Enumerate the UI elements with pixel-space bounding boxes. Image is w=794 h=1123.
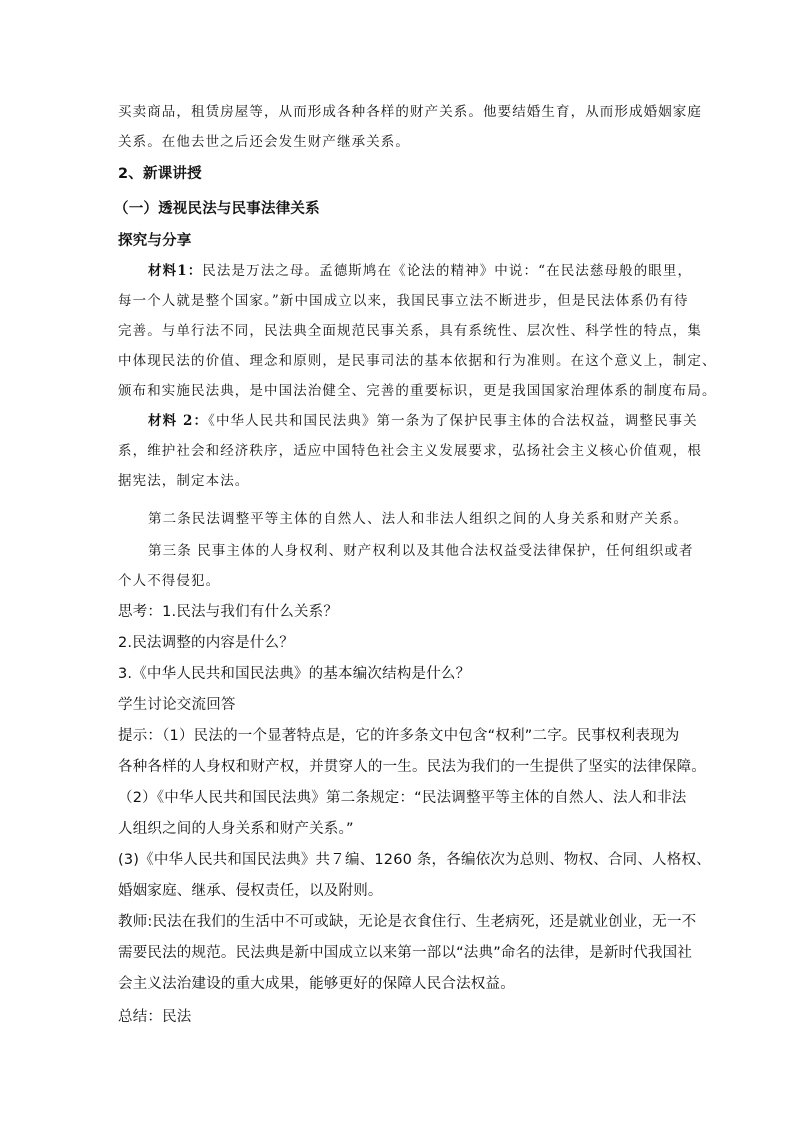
- teacher-line-3: 会主义法治建设的重大成果，能够更好的保障人民合法权益。: [118, 976, 515, 992]
- material-1-line-5: 颁布和实施民法典，是中国法治健全、完善的重要标识，更是我国国家治理体系的制度布局。: [118, 383, 717, 399]
- hint-line-2: 各种各样的人身权和财产权，并贯穿人的一生。民法为我们的一生提供了坚实的法律保障。: [118, 759, 706, 775]
- material-1-line-4: 中体现民法的价值、理念和原则，是民事司法的基本依据和行为准则。在这个意义上，制定、: [118, 353, 717, 369]
- hint-3-line-2: 婚姻家庭、继承、侵权责任，以及附则。: [118, 883, 383, 899]
- summary-line: 总结：民法: [118, 1009, 192, 1025]
- hint-2-line-1: （2）《中华人民共和国民法典》第二条规定：“民法调整平等主体的自然人、法人和非法: [118, 790, 687, 806]
- material-2-line-2: 系，维护社会和经济秩序，适应中国特色社会主义发展要求，弘扬社会主义核心价值观，根: [118, 443, 702, 459]
- hint-2-line-2: 人组织之间的人身关系和财产关系。”: [118, 821, 354, 837]
- teacher-line-2: 需要民法的规范。民法典是新中国成立以来第一部以“法典”命名的法律，是新时代我国社: [118, 945, 693, 961]
- material-2-label: 材料 2：: [148, 413, 209, 429]
- material-1-label: 材料1：: [148, 263, 203, 279]
- teacher-line-1: 教师:民法在我们的生活中不可或缺，无论是衣食住行、生老病死，还是就业创业，无一不: [118, 914, 697, 930]
- discussion-line: 学生讨论交流回答: [118, 697, 236, 713]
- question-2: 2.民法调整的内容是什么？: [118, 635, 294, 651]
- article-3-line-2: 个人不得侵犯。: [118, 573, 221, 589]
- question-3: 3.《中华人民共和国民法典》的基本编次结构是什么？: [118, 666, 471, 682]
- explore-share-heading: 探究与分享: [118, 233, 192, 249]
- material-1-text: 民法是万法之母。孟德斯鸠在《论法的精神》中说：“在民法慈母般的眼里，: [202, 263, 693, 279]
- material-2-text: 《中华人民共和国民法典》第一条为了保护民事主体的合法权益，调整民事关: [208, 413, 698, 429]
- section-heading: 2、新课讲授: [118, 166, 202, 182]
- intro-line-1: 买卖商品，租赁房屋等，从而形成各种各样的财产关系。他要结婚生育，从而形成婚姻家庭: [118, 104, 702, 120]
- intro-line-2: 关系。在他去世之后还会发生财产继承关系。: [118, 134, 410, 150]
- material-2-line-3: 据宪法，制定本法。: [118, 473, 250, 489]
- question-1: 思考：1.民法与我们有什么关系？: [118, 604, 339, 620]
- hint-line-1: 提示：（1）民法的一个显著特点是，它的许多条文中包含“权利”二字。民事权利表现为: [118, 728, 680, 744]
- material-1-line-3: 完善。与单行法不同，民法典全面规范民事关系，具有系统性、层次性、科学性的特点，集: [118, 323, 702, 339]
- hint-3-line-1: (3)《中华人民共和国民法典》共７编、1260 条，各编依次为总则、物权、合同、人格权、: [118, 852, 711, 868]
- material-1-line-2: 每一个人就是整个国家。”新中国成立以来，我国民事立法不断进步，但是民法体系仍有待: [118, 293, 689, 309]
- article-3-line-1: 第三条 民事主体的人身权利、财产权利以及其他合法权益受法律保护，任何组织或者: [148, 543, 694, 559]
- article-2-line: 第二条民法调整平等主体的自然人、法人和非法人组织之间的人身关系和财产关系。: [148, 511, 689, 527]
- material-2-line-1: [148, 411, 698, 431]
- material-1-line-1: [148, 261, 692, 281]
- subsection-heading: （一）透视民法与民事法律关系: [114, 201, 320, 217]
